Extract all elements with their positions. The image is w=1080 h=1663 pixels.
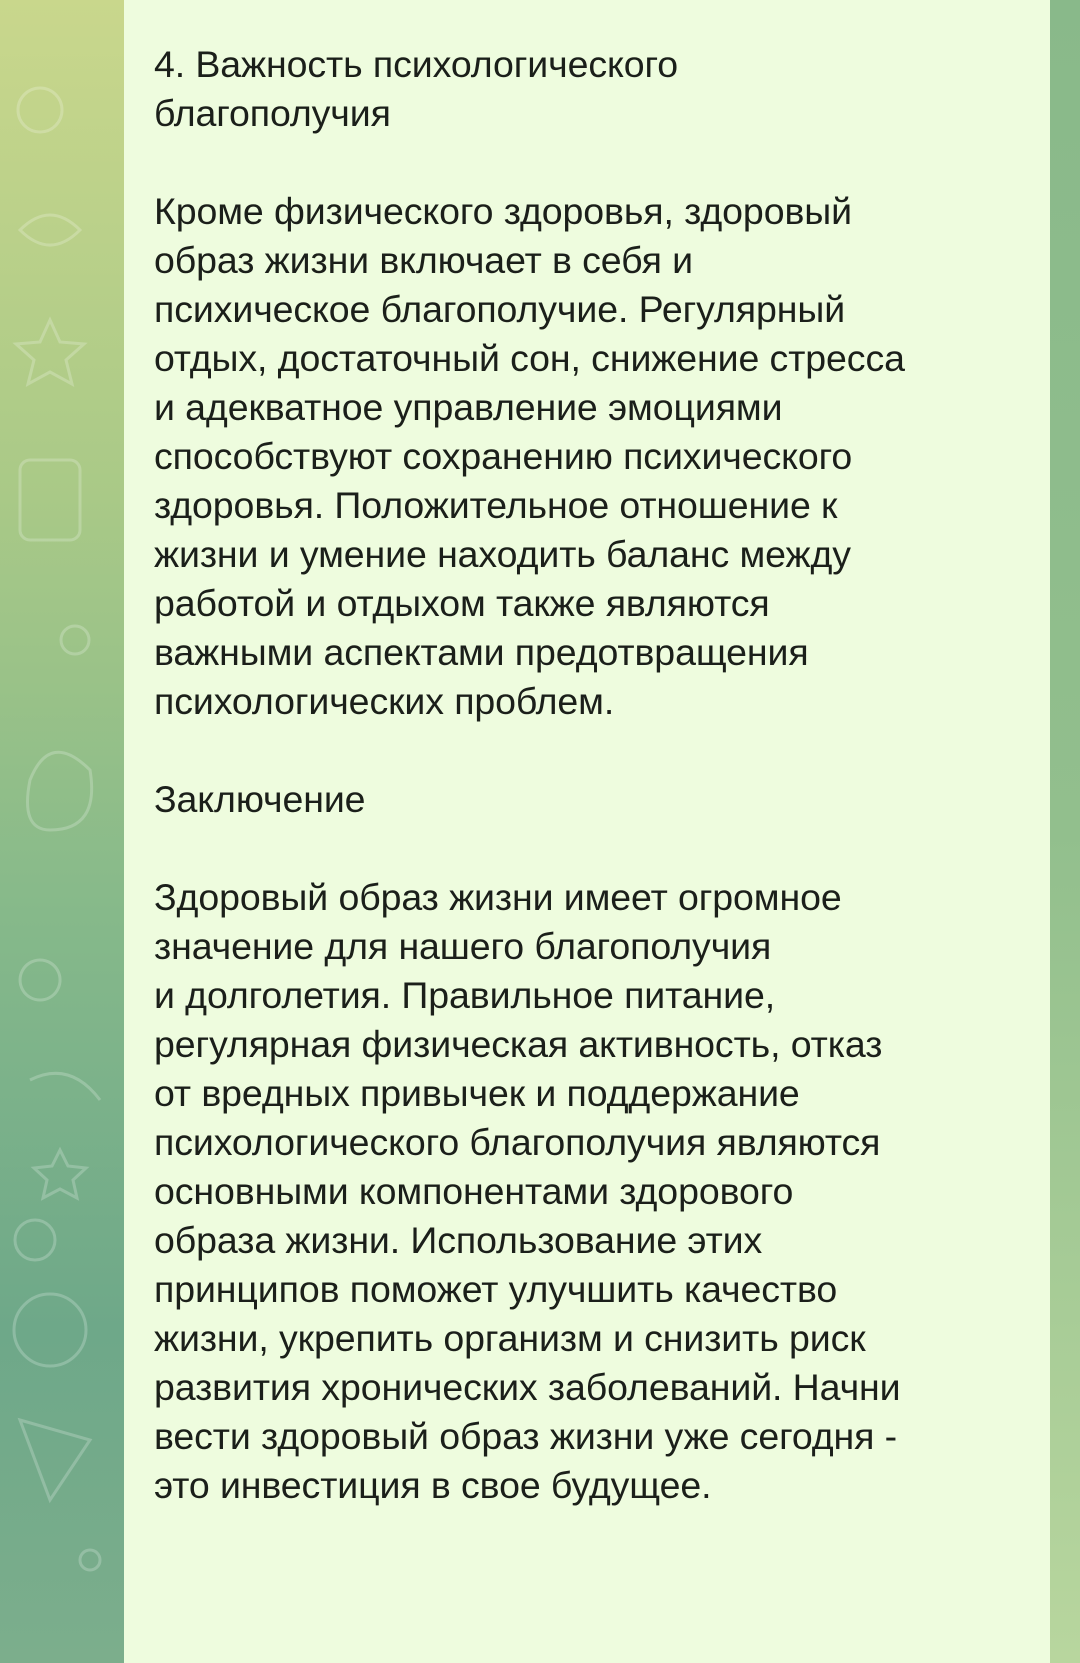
message-line: Кроме физического здоровья, здоровый xyxy=(154,190,852,232)
doodle-star-icon xyxy=(34,1150,86,1198)
message-line: развития хронических заболеваний. Начни xyxy=(154,1366,901,1408)
message-line: от вредных привычек и поддержание xyxy=(154,1072,800,1114)
message-line: и адекватное управление эмоциями xyxy=(154,386,783,428)
doodle-cup-icon xyxy=(20,460,80,540)
message-line: психическое благополучие. Регулярный xyxy=(154,288,846,330)
message-line: работой и отдыхом также являются xyxy=(154,582,770,624)
message-line: образа жизни. Использование этих xyxy=(154,1219,763,1261)
doodle-star-icon xyxy=(16,320,84,384)
message-line: значение для нашего благополучия xyxy=(154,925,772,967)
chat-wallpaper-right-edge xyxy=(1050,0,1080,1663)
doodle-swirl-icon xyxy=(20,960,60,1000)
message-line: и долголетия. Правильное питание, xyxy=(154,974,776,1016)
message-line: основными компонентами здорового xyxy=(154,1170,794,1212)
message-line: способствуют сохранению психического xyxy=(154,435,853,477)
doodle-dot-icon xyxy=(80,1550,100,1570)
message-line: отдых, достаточный сон, снижение стресса xyxy=(154,337,905,379)
message-line: психологического благополучия являются xyxy=(154,1121,881,1163)
message-line: Здоровый образ жизни имеет огромное xyxy=(154,876,842,918)
message-line: здоровья. Положительное отношение к xyxy=(154,484,838,526)
doodle-dot-icon xyxy=(61,626,89,654)
message-line: вести здоровый образ жизни уже сегодня - xyxy=(154,1415,898,1457)
message-text xyxy=(154,40,1034,1559)
doodle-pizza-icon xyxy=(20,1420,90,1500)
doodle-leaf-icon xyxy=(20,215,80,245)
message-paragraph-heading-4 xyxy=(154,40,1034,138)
message-paragraph-body-1 xyxy=(154,187,1034,726)
message-line: регулярная физическая активность, отказ xyxy=(154,1023,883,1065)
message-paragraph-body-2 xyxy=(154,873,1034,1510)
message-line: благополучия xyxy=(154,92,391,134)
message-line: жизни, укрепить организм и снизить риск xyxy=(154,1317,866,1359)
doodle-circle-icon xyxy=(18,88,62,132)
doodle-cookie-icon xyxy=(15,1220,55,1260)
message-line: психологических проблем. xyxy=(154,680,615,722)
wallpaper-doodles xyxy=(0,0,124,1663)
message-paragraph-heading-conclusion xyxy=(154,775,1034,824)
doodle-dino-icon xyxy=(28,752,92,830)
message-line: 4. Важность психологического xyxy=(154,43,678,85)
message-bubble[interactable] xyxy=(124,0,1050,1663)
message-line: принципов поможет улучшить качество xyxy=(154,1268,838,1310)
message-line: образ жизни включает в себя и xyxy=(154,239,694,281)
message-line: Заключение xyxy=(154,778,366,820)
message-line: важными аспектами предотвращения xyxy=(154,631,809,673)
doodle-rainbow-icon xyxy=(30,1073,100,1100)
message-line: жизни и умение находить баланс между xyxy=(154,533,851,575)
message-line: это инвестиция в свое будущее. xyxy=(154,1464,712,1506)
doodle-ball-icon xyxy=(14,1294,86,1366)
